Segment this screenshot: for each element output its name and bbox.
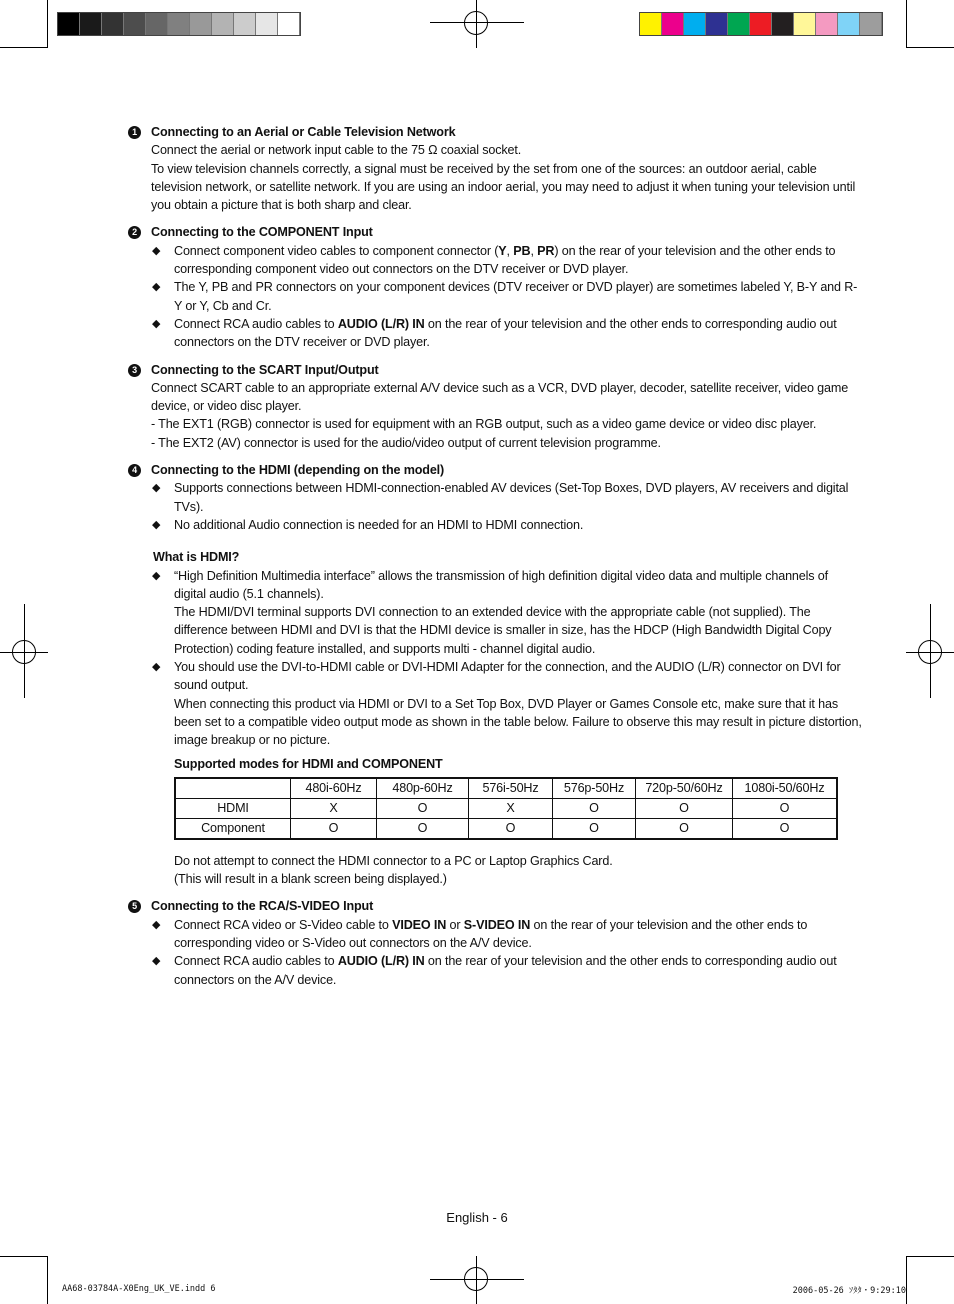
table-header-cell: 1080i-50/60Hz bbox=[733, 778, 838, 799]
paragraph: - The EXT2 (AV) connector is used for the audio/video output of current television programme. bbox=[151, 435, 661, 450]
color-swatch bbox=[794, 13, 816, 35]
color-swatch bbox=[212, 13, 234, 35]
section-title: Connecting to an Aerial or Cable Television Network bbox=[151, 125, 456, 139]
section-scart bbox=[128, 361, 863, 452]
diamond-bullet-icon: ◆ bbox=[152, 317, 161, 330]
table-header-cell bbox=[175, 778, 291, 799]
diamond-bullet-icon: ◆ bbox=[152, 661, 161, 674]
table-header-cell: 576p-50Hz bbox=[553, 778, 636, 799]
section-number-badge: 3 bbox=[128, 364, 141, 377]
table-cell: Component bbox=[175, 818, 291, 839]
diamond-bullet-icon: ◆ bbox=[152, 569, 161, 582]
paragraph: - The EXT1 (RGB) connector is used for equipment with an RGB output, such as a video game device or video disc player. bbox=[151, 417, 817, 432]
paragraph: When connecting this product via HDMI or DVI to a Set Top Box, DVD Player or Games Console etc, make sure that it has been set to a compatible video output mode as shown in the table below. Failure to observe this may result in picture distortion, image breakup or no picture. bbox=[174, 696, 862, 748]
color-swatch bbox=[58, 13, 80, 35]
section-number-badge: 2 bbox=[128, 226, 141, 239]
crop-mark bbox=[906, 1256, 954, 1257]
color-swatch bbox=[662, 13, 684, 35]
diamond-bullet-icon: ◆ bbox=[152, 918, 161, 931]
table-cell: O bbox=[469, 818, 553, 839]
color-swatch bbox=[750, 13, 772, 35]
bullet-item: ◆ “High Definition Multimedia interface” allows the transmission of high definition digital video data and multiple channels of digital audio (5.1 channels). bbox=[152, 568, 828, 601]
color-swatch bbox=[772, 13, 794, 35]
section-number-badge: 4 bbox=[128, 464, 141, 477]
color-swatch bbox=[102, 13, 124, 35]
crop-mark bbox=[0, 1256, 48, 1257]
manual-content bbox=[128, 123, 863, 998]
note-text: Do not attempt to connect the HDMI connector to a PC or Laptop Graphics Card. bbox=[174, 853, 613, 868]
diamond-bullet-icon: ◆ bbox=[152, 955, 161, 968]
paragraph: Connect the aerial or network input cable to the 75 Ω coaxial socket. bbox=[151, 143, 522, 158]
bullet-item: ◆ You should use the DVI-to-HDMI cable or DVI-HDMI Adapter for the connection, and the AUDIO (L/R) connector on DVI for sound output. bbox=[152, 660, 841, 693]
color-swatch bbox=[816, 13, 838, 35]
crop-mark bbox=[0, 47, 48, 48]
subsection-title: What is HDMI? bbox=[153, 550, 240, 565]
paragraph: To view television channels correctly, a signal must be received by the set from one of the sources: an outdoor aerial, cable television network, or satellite network. If you are using an indoor aerial, you may need to adjust it when tuning your television until you obtain a picture that is both sharp and clear. bbox=[151, 161, 856, 213]
table-cell: O bbox=[377, 818, 469, 839]
color-swatch bbox=[146, 13, 168, 35]
table-row bbox=[175, 798, 837, 818]
crop-mark bbox=[906, 47, 954, 48]
color-swatch bbox=[190, 13, 212, 35]
section-title: Connecting to the HDMI (depending on the model) bbox=[151, 463, 445, 478]
color-swatch bbox=[124, 13, 146, 35]
crop-mark bbox=[47, 1256, 48, 1304]
table-cell: O bbox=[636, 798, 733, 818]
table-cell: O bbox=[291, 818, 377, 839]
table-title: Supported modes for HDMI and COMPONENT bbox=[174, 756, 443, 771]
bullet-item: ◆ Supports connections between HDMI-connection-enabled AV devices (Set-Top Boxes, DVD players, AV receivers and digital TVs). bbox=[152, 481, 849, 514]
color-swatch bbox=[234, 13, 256, 35]
color-swatch bbox=[728, 13, 750, 35]
note-text: (This will result in a blank screen being displayed.) bbox=[174, 872, 447, 887]
table-header-cell: 480p-60Hz bbox=[377, 778, 469, 799]
table-cell: O bbox=[733, 798, 838, 818]
crop-mark bbox=[47, 0, 48, 48]
diamond-bullet-icon: ◆ bbox=[152, 518, 161, 531]
color-swatch bbox=[640, 13, 662, 35]
color-swatch bbox=[256, 13, 278, 35]
page-footer: English - 6 bbox=[446, 1210, 508, 1225]
table-cell: X bbox=[469, 798, 553, 818]
grayscale-bar bbox=[57, 12, 301, 36]
section-number-badge: 5 bbox=[128, 900, 141, 913]
paragraph: The HDMI/DVI terminal supports DVI connection to an extended device with the appropriate cable (not supplied). The difference between HDMI and DVI is that the HDMI device is smaller in size, has the HDCP (High Bandwidth Digital Copy Protection) coding feature installed, and supports multi - channel digital audio. bbox=[174, 605, 832, 656]
section-component bbox=[128, 223, 863, 351]
bullet-item: ◆ Connect RCA audio cables to AUDIO (L/R) IN on the rear of your television and the other ends to corresponding audio out connectors on the DTV receiver or DVD player. bbox=[152, 316, 837, 350]
diamond-bullet-icon: ◆ bbox=[152, 482, 161, 495]
color-bar bbox=[639, 12, 883, 36]
table-header-cell: 480i-60Hz bbox=[291, 778, 377, 799]
color-swatch bbox=[168, 13, 190, 35]
table-cell: O bbox=[377, 798, 469, 818]
color-swatch bbox=[706, 13, 728, 35]
color-swatch bbox=[860, 13, 882, 35]
table-cell: X bbox=[291, 798, 377, 818]
diamond-bullet-icon: ◆ bbox=[152, 281, 161, 294]
print-slug-right: 2006-05-26 ｿﾀﾀ・9:29:10 bbox=[792, 1286, 906, 1296]
crop-mark bbox=[906, 1256, 907, 1304]
bullet-item: ◆ The Y, PB and PR connectors on your component devices (DTV receiver or DVD player) are sometimes labeled Y, B-Y and R-Y or Y, Cb and Cr. bbox=[152, 280, 858, 313]
bullet-item: ◆ Connect component video cables to component connector (Y, PB, PR) on the rear of your television and the other ends to corresponding component video out connectors on the DTV receiver or DVD player. bbox=[152, 243, 836, 277]
section-title: Connecting to the RCA/S-VIDEO Input bbox=[151, 899, 374, 914]
section-hdmi bbox=[128, 461, 863, 888]
bullet-item: ◆ No additional Audio connection is needed for an HDMI to HDMI connection. bbox=[174, 516, 863, 534]
table-header-cell: 720p-50/60Hz bbox=[636, 778, 733, 799]
color-swatch bbox=[684, 13, 706, 35]
supported-modes-table bbox=[174, 777, 838, 840]
table-row bbox=[175, 818, 837, 839]
color-swatch bbox=[278, 13, 300, 35]
bullet-item: ◆ Connect RCA audio cables to AUDIO (L/R) IN on the rear of your television and the other ends to corresponding audio out connectors on the A/V device. bbox=[152, 954, 837, 987]
bullet-item: ◆ Connect RCA video or S-Video cable to VIDEO IN or S-VIDEO IN on the rear of your television and the other ends to corresponding video or S-Video out connectors on the A/V device. bbox=[152, 917, 808, 950]
section-rca-svideo bbox=[128, 897, 863, 988]
color-swatch bbox=[80, 13, 102, 35]
section-number-badge: 1 bbox=[128, 126, 141, 139]
diamond-bullet-icon: ◆ bbox=[152, 244, 161, 257]
table-header-row bbox=[175, 778, 837, 799]
table-cell: O bbox=[636, 818, 733, 839]
table-header-cell: 576i-50Hz bbox=[469, 778, 553, 799]
crop-mark bbox=[906, 0, 907, 48]
paragraph: Connect SCART cable to an appropriate external A/V device such as a VCR, DVD player, decoder, satellite receiver, video game device, or video disc player. bbox=[151, 380, 849, 414]
table-cell: O bbox=[733, 818, 838, 839]
table-cell: O bbox=[553, 798, 636, 818]
print-slug-left: AA68-03784A-X0Eng_UK_VE.indd 6 bbox=[62, 1284, 216, 1294]
table-cell: HDMI bbox=[175, 798, 291, 818]
table-cell: O bbox=[553, 818, 636, 839]
section-title: Connecting to the SCART Input/Output bbox=[151, 362, 379, 377]
section-title: Connecting to the COMPONENT Input bbox=[151, 225, 373, 240]
color-swatch bbox=[838, 13, 860, 35]
section-aerial bbox=[128, 123, 863, 214]
